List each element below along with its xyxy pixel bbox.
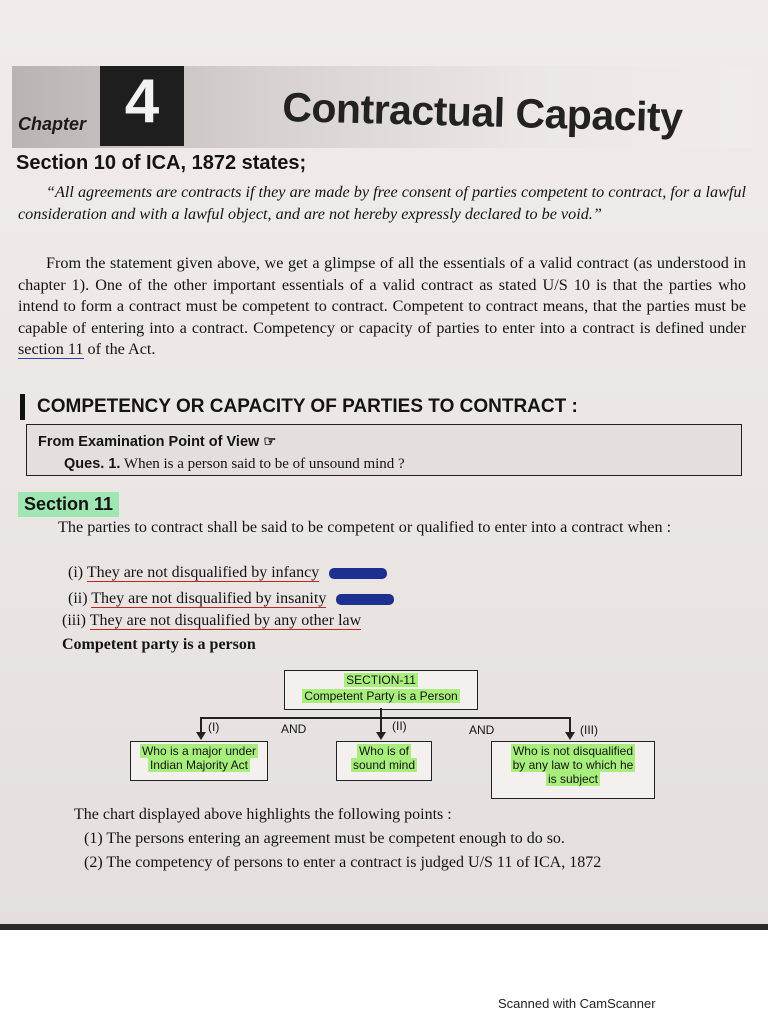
item-number: (i) <box>68 564 84 581</box>
branch-line: by any law to which he <box>512 758 634 772</box>
arrow-down-icon <box>196 732 206 740</box>
branch-num: (I) <box>208 720 220 734</box>
question-text: When is a person said to be of unsound mind ? <box>123 456 405 472</box>
connector-line <box>200 717 570 719</box>
chapter-number: 4 <box>100 66 184 146</box>
section10-body <box>18 253 746 361</box>
section11-reference: section 11 <box>18 340 84 358</box>
connector-line <box>200 717 202 733</box>
section10-body-end: of the Act. <box>87 340 156 358</box>
chart-top-line1: SECTION-11 <box>346 673 416 687</box>
exam-title-text: From Examination Point of View <box>38 434 260 450</box>
question-label: Ques. 1. <box>64 456 121 472</box>
chart-branch-box <box>491 741 655 799</box>
point-number: (1) <box>84 830 103 847</box>
item-text: They are not disqualified by insanity <box>91 590 327 607</box>
scanner-watermark: Scanned with CamScanner <box>498 996 656 1011</box>
chart-notes-intro: The chart displayed above highlights the following points : <box>74 806 452 823</box>
branch-num: (III) <box>580 723 598 737</box>
exam-point-title <box>38 434 276 450</box>
chart-branch-box <box>336 741 432 781</box>
branch-num: (II) <box>392 719 407 733</box>
list-item <box>62 612 361 630</box>
branch-line: sound mind <box>352 758 416 772</box>
arrow-down-icon <box>565 732 575 740</box>
item-text: They are not disqualified by infancy <box>86 564 320 581</box>
branch-line: Indian Majority Act <box>149 758 249 772</box>
connector-line <box>380 717 382 733</box>
ink-scribble-icon <box>336 594 394 605</box>
chart-note-point <box>84 854 601 872</box>
chapter-label: Chapter <box>18 114 87 134</box>
item-number: (iii) <box>62 612 86 629</box>
and-label: AND <box>469 723 495 737</box>
branch-line: Who is a major under <box>141 744 257 758</box>
point-text: The competency of persons to enter a contract is judged U/S 11 of ICA, 1872 <box>106 854 602 871</box>
point-text: The persons entering an agreement must be competent enough to do so. <box>106 830 565 847</box>
chart-top-box <box>284 670 478 710</box>
section10-quote: “All agreements are contracts if they are made by free consent of parties competent to contract, for a lawful consideration and with a lawful object, and are not hereby expressly declared to be void.” <box>18 183 746 223</box>
section10-heading: Section 10 of ICA, 1872 states; <box>16 152 307 174</box>
list-item <box>68 590 394 608</box>
competent-party-heading: Competent party is a person <box>62 636 256 653</box>
exam-question <box>64 456 405 473</box>
chart-branch-box <box>130 741 268 781</box>
chart-note-point <box>84 830 565 848</box>
chart-top-line2: Competent Party is a Person <box>304 689 458 703</box>
list-item <box>68 564 387 582</box>
arrow-down-icon <box>376 732 386 740</box>
section10-body-text: From the statement given above, we get a glimpse of all the essentials of a valid contract (as understood in chapter 1). One of the other important essentials of a valid contract as stated U/S 10 is that the parties who intend to form a contract must be competent to contract. Competent to contract means, that the parties must be capable of entering into a contract. Competency or capacity of parties to enter into a contract is defined under <box>18 254 746 337</box>
connector-line <box>569 717 571 733</box>
branch-line: Who is not disqualified <box>512 744 634 758</box>
item-number: (ii) <box>68 590 88 607</box>
item-text: They are not disqualified by any other law <box>89 612 362 629</box>
and-label: AND <box>281 722 307 736</box>
section11-heading: Section 11 <box>18 492 119 517</box>
point-number: (2) <box>84 854 103 871</box>
ink-scribble-icon <box>329 568 387 579</box>
branch-line: Who is of <box>358 744 409 758</box>
pointing-hand-icon: ☞ <box>263 434 277 450</box>
chapter-title: Contractual Capacity <box>281 84 683 141</box>
branch-line: is subject <box>547 772 599 786</box>
section11-body: The parties to contract shall be said to be competent or qualified to enter into a contract when : <box>58 518 672 536</box>
competency-heading: COMPETENCY OR CAPACITY OF PARTIES TO CONTRACT : <box>20 394 578 420</box>
